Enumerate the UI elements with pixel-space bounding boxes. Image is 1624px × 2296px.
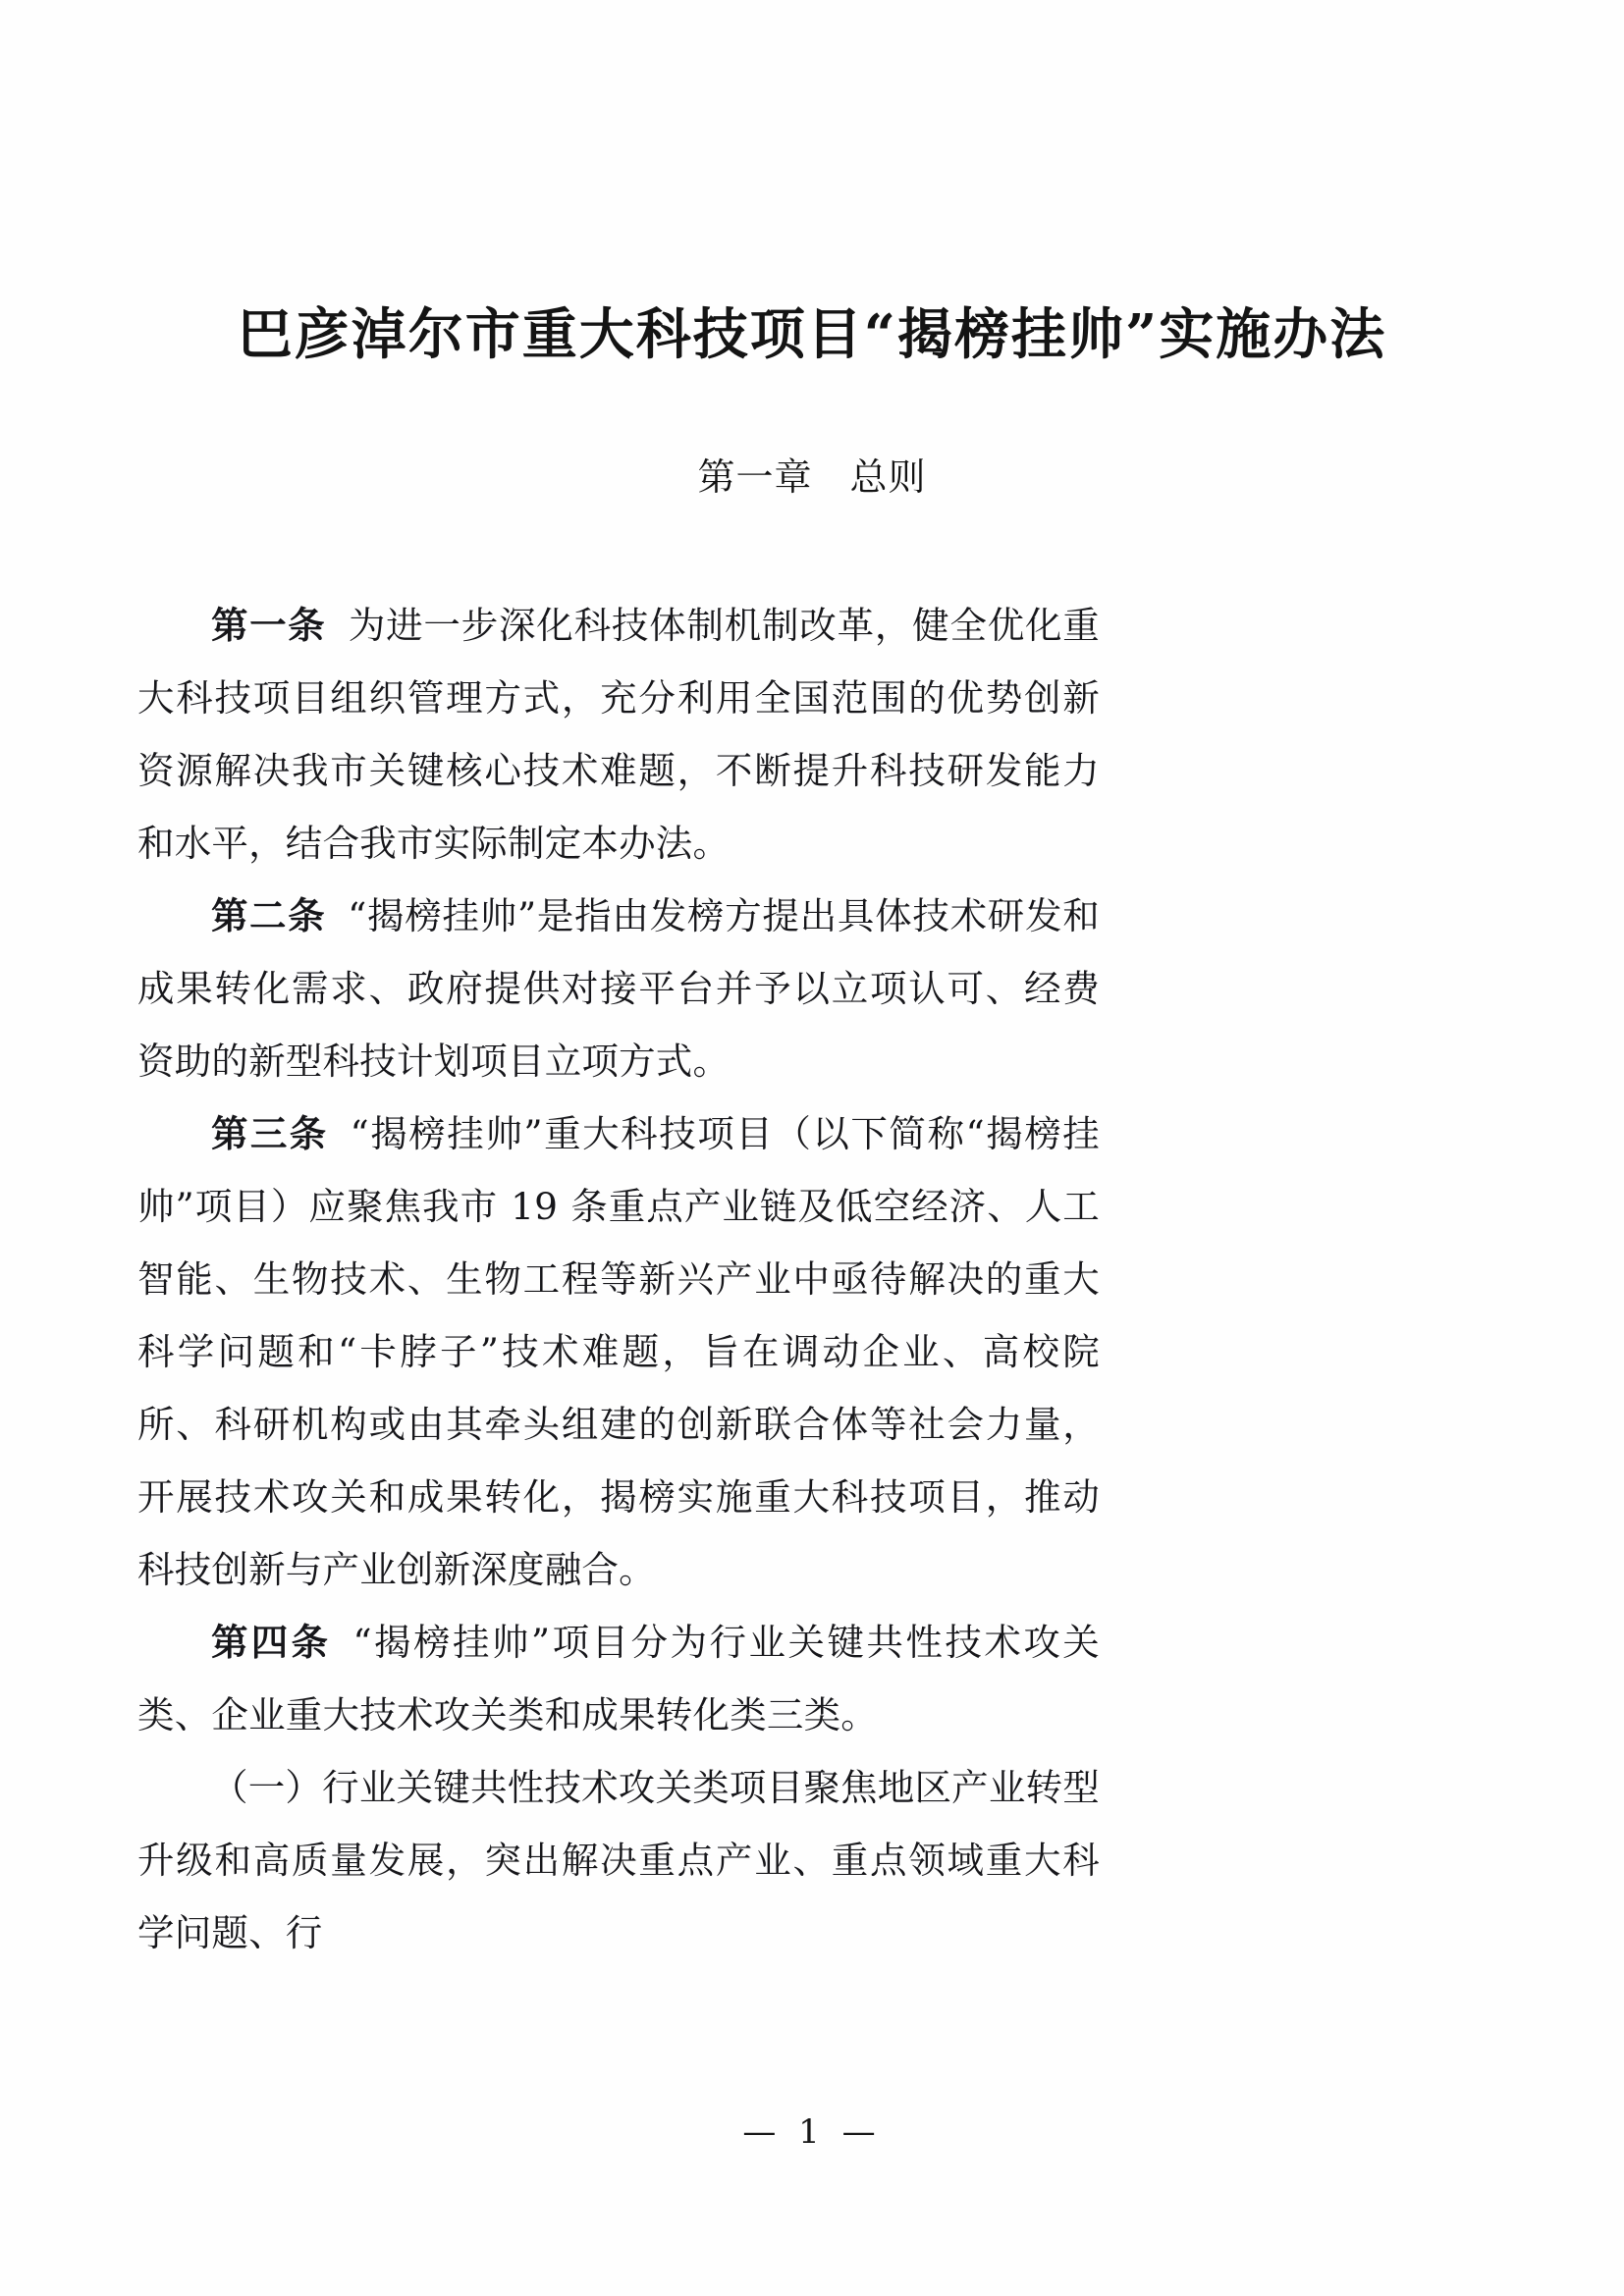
article-paragraph-1 [137,589,1100,880]
article-text-4: “揭榜挂帅”项目分为行业关键共性技术攻关类、企业重大技术攻关类和成果转化类三类。 [137,1621,1101,1736]
article-label-3: 第三条 [211,1112,329,1155]
sub-item-label-1: （一） [211,1766,323,1809]
article-label-4: 第四条 [211,1621,332,1664]
article-text-3: “揭榜挂帅”重大科技项目（以下简称“揭榜挂帅”项目）应聚焦我市 19 条重点产业链及低空经济、人工智能、生物技术、生物工程等新兴产业中亟待解决的重大科学问题和“卡脖子”技术难题，旨在调动企业、高校院所、科研机构或由其牵头组建的创新联合体等社会力量，开展技术攻关和成果转化，揭榜实施重大科技项目，推动科技创新与产业创新深度融合。 [137,1112,1100,1591]
chapter-heading [0,447,1624,501]
article-label-2: 第二条 [211,894,327,937]
article-label-1: 第一条 [211,604,327,647]
article-text-1: 为进一步深化科技体制机制改革，健全优化重大科技项目组织管理方式，充分利用全国范围的优势创新资源解决我市关键核心技术难题，不断提升科技研发能力和水平，结合我市实际制定本办法。 [137,604,1101,865]
page-title: 巴彦淖尔市重大科技项目“揭榜挂帅”实施办法 [237,301,1387,367]
body-text-block [137,589,1100,1969]
article-text-2: “揭榜挂帅”是指由发榜方提出具体技术研发和成果转化需求、政府提供对接平台并予以立项认可、经费资助的新型科技计划项目立项方式。 [137,894,1100,1083]
article-paragraph-3 [137,1097,1100,1606]
article-paragraph-2 [137,880,1100,1097]
sub-item-text-1: 行业关键共性技术攻关类项目聚焦地区产业转型升级和高质量发展，突出解决重点产业、重点领域重大科学问题、行 [137,1766,1100,1954]
sub-item-paragraph-1 [137,1751,1100,1969]
article-paragraph-4 [137,1606,1100,1751]
page-number: — 1 — [742,2112,882,2152]
chapter-number: 第一章 [697,455,813,499]
chapter-name: 总则 [849,455,927,499]
